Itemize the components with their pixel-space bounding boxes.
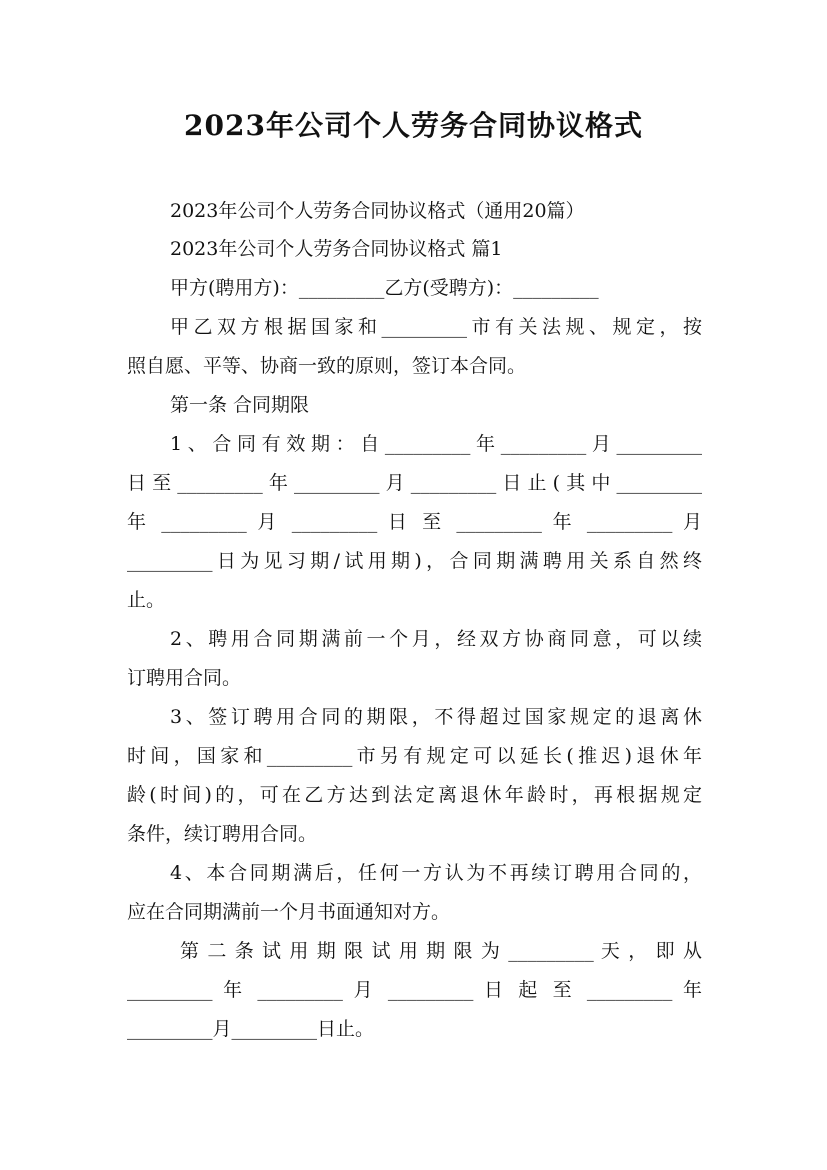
paragraph-line: 年 _________ 月 _________ 日 至 _________ 年 _________ 月 bbox=[127, 511, 702, 533]
paragraph-subtitle: 2023年公司个人劳务合同协议格式（通用20篇） bbox=[170, 200, 585, 222]
paragraph-line: 应在合同期满前一个月书面通知对方。 bbox=[127, 901, 451, 923]
paragraph-line: _________月_________日止。 bbox=[127, 1018, 375, 1040]
paragraph-heading: 2023年公司个人劳务合同协议格式 篇1 bbox=[170, 238, 503, 260]
section-heading: 第一条 合同期限 bbox=[170, 394, 310, 416]
paragraph-line: 甲乙双方根据国家和_________市有关法规、规定，按 bbox=[170, 316, 702, 338]
paragraph-line: 订聘用合同。 bbox=[127, 667, 242, 689]
paragraph-line: 止。 bbox=[127, 589, 166, 611]
paragraph-line: _________ 年 _________ 月 _________ 日 起 至 _________ 年 bbox=[127, 979, 702, 1001]
paragraph-line: 3、签订聘用合同的期限，不得超过国家规定的退离休 bbox=[170, 706, 702, 728]
document-title: 2023年公司个人劳务合同协议格式 bbox=[184, 109, 643, 142]
paragraph-line: 条件，续订聘用合同。 bbox=[127, 823, 318, 845]
paragraph-line: 2、聘用合同期满前一个月，经双方协商同意，可以续 bbox=[170, 628, 702, 650]
paragraph-line: 时间，国家和_________市另有规定可以延长(推迟)退休年 bbox=[127, 745, 702, 767]
paragraph-line: 照自愿、平等、协商一致的原则，签订本合同。 bbox=[127, 355, 527, 377]
paragraph-line: 4、本合同期满后，任何一方认为不再续订聘用合同的， bbox=[170, 862, 702, 884]
paragraph-line: 甲方(聘用方)：_________乙方(受聘方)：_________ bbox=[170, 277, 599, 299]
paragraph-line: _________日为见习期/试用期)，合同期满聘用关系自然终 bbox=[127, 550, 702, 572]
paragraph-line: 第 二 条 试 用 期 限 试 用 期 限 为 _________ 天 ， 即 从 bbox=[180, 940, 702, 962]
paragraph-line: 日至_________年_________月_________日止(其中_________ bbox=[127, 472, 702, 494]
paragraph-line: 龄(时间)的，可在乙方达到法定离退休年龄时，再根据规定 bbox=[127, 784, 702, 806]
paragraph-line: 1、合同有效期：自_________年_________月_________ bbox=[170, 433, 702, 455]
